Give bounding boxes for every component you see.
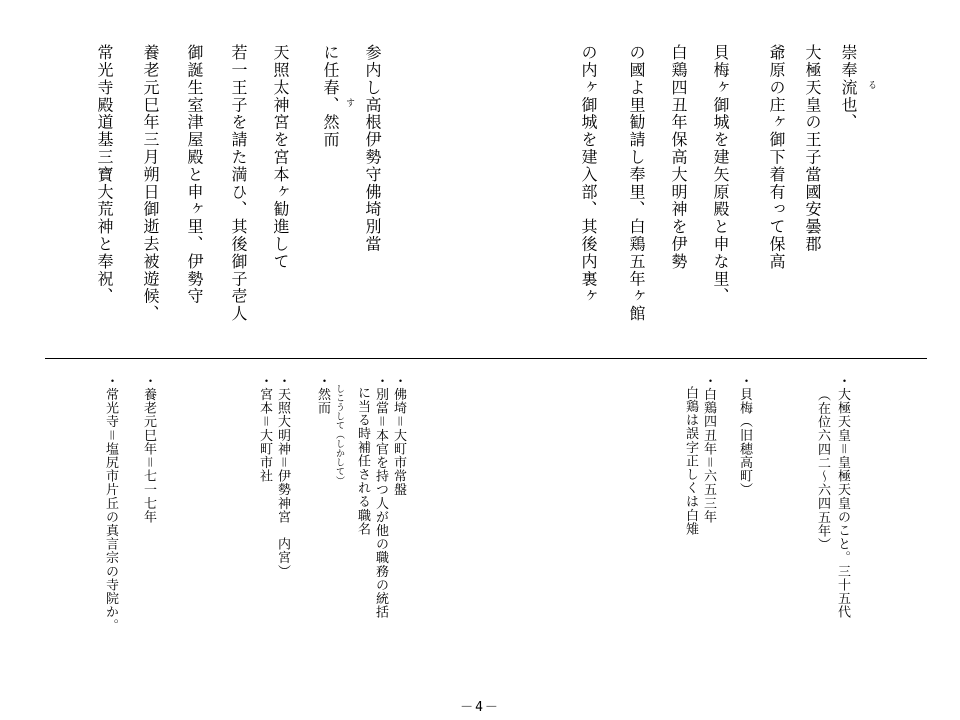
note-10: ・常光寺＝塩尻市片丘の真言宗の寺院か。 (103, 374, 118, 633)
note-8: ・宮本＝大町市社 (257, 374, 272, 483)
main-line-1: 崇奉流也、 (839, 44, 858, 131)
main-line-14: 常光寺殿道基三寶大荒神と奉祝、 (95, 44, 114, 305)
note-6-reading: しこうして（しかして） (334, 384, 344, 486)
main-line-11: 若一王子を請た満ひ、其後御子壱人 (229, 44, 248, 323)
main-line-3: 爺原の庄ヶ御下着有って保高 (767, 44, 786, 271)
main-line-8: 参内し高根伊勢守佛埼別當 (363, 44, 382, 253)
main-line-6: の國よ里勧請し奉里、白鶏五年ヶ館 (627, 44, 646, 323)
separator-rule (45, 358, 927, 359)
note-3-continued: 白鶏は誤字正しくは白雉 (683, 386, 698, 536)
main-line-4: 貝梅ヶ御城を建矢原殿と申な里、 (711, 44, 730, 305)
main-line-5: 白鶏四丑年保高大明神を伊勢 (669, 44, 688, 271)
main-line-2: 大極天皇の王子當國安曇郡 (803, 44, 822, 253)
note-5: ・別當＝本官を持つ人が他の職務の統括 (373, 374, 388, 619)
main-line-9: に任春、然而 (321, 44, 340, 149)
note-5-continued: に当る時補任される職名 (355, 386, 370, 536)
note-7: ・天照大明神＝伊勢神宮 内宮） (275, 374, 290, 578)
note-3: ・白鶏四丑年＝六五三年 (701, 374, 716, 524)
main-line-7: の内ヶ御城を建入部、其後内裏ヶ (579, 44, 598, 305)
page-number: －4－ (460, 700, 500, 715)
furigana-ru: る (866, 80, 876, 90)
main-line-13: 養老元巳年三月朔日御逝去被遊候、 (141, 44, 160, 323)
note-1: ・大極天皇＝皇極天皇のこと。三十五代 (835, 374, 850, 619)
main-line-12: 御誕生室津屋殿と申ヶ里、伊勢守 (185, 44, 204, 305)
note-6: ・然而 (315, 374, 330, 415)
furigana-su: す (344, 98, 354, 108)
note-2: ・貝梅（旧穂高町） (737, 374, 752, 497)
main-line-10: 天照太神宮を宮本ヶ勧進して (271, 44, 290, 271)
note-4: ・佛埼＝大町市常盤 (391, 374, 406, 497)
note-9: ・養老元巳年＝七一七年 (141, 374, 156, 524)
note-1-continued: （在位六四二〜六四五年） (815, 388, 830, 552)
